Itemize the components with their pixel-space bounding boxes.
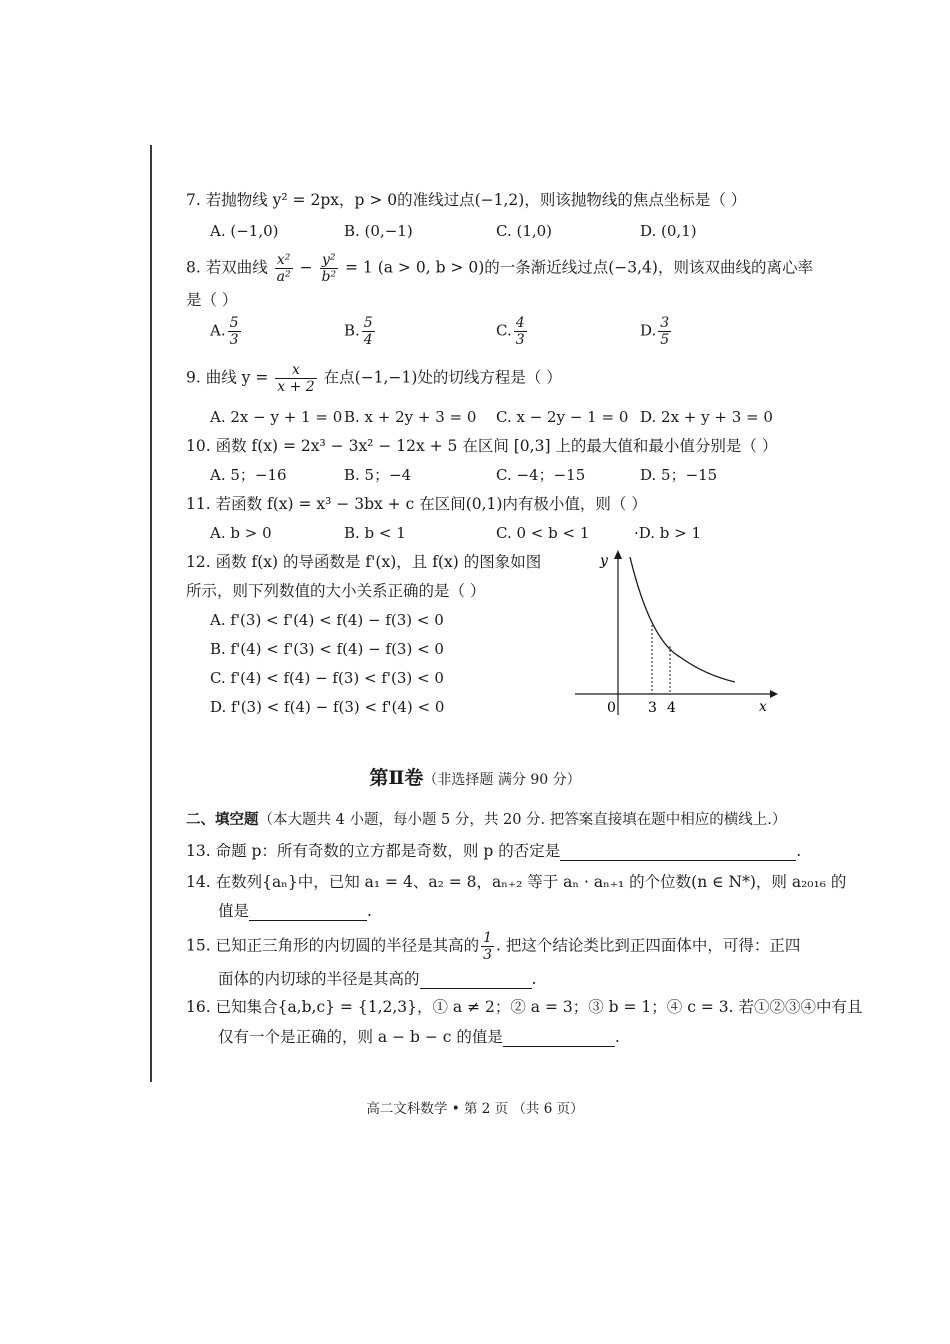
q14-answer-blank <box>249 904 367 921</box>
graph-origin-label: 0 <box>607 700 616 716</box>
q8-fraction-x <box>275 252 293 285</box>
q8-opt-d-num: 3 <box>660 315 670 331</box>
question-14-line2 <box>218 901 372 921</box>
q13-text: 13. 命题 p：所有奇数的立方都是奇数，则 p 的否定是 <box>186 842 561 860</box>
question-11-stem: 11. 若函数 f(x) = x³ − 3bx + c 在区间(0,1)内有极小值，则（ ） <box>186 495 647 513</box>
part-2-title-main: 第Ⅱ卷 <box>369 767 424 789</box>
section-2-heading <box>186 808 786 829</box>
question-10-stem: 10. 函数 f(x) = 2x³ − 3x² − 12x + 5 在区间 [0,3] 上的最大值和最小值分别是（ ） <box>186 437 778 455</box>
q16-end: . <box>614 1028 620 1046</box>
q15-fraction <box>481 930 494 963</box>
question-8-line2: 是（ ） <box>186 291 238 309</box>
part-2-subtitle: （非选择题 满分 90 分） <box>423 772 581 788</box>
question-15-line2 <box>218 969 536 989</box>
question-16-line2 <box>218 1027 620 1047</box>
q8-minus: − <box>299 258 313 277</box>
q8-fraction-y <box>320 252 339 285</box>
q7-option-b: B. (0,−1) <box>344 222 413 240</box>
q8-prefix: 8. 若双曲线 <box>186 258 268 277</box>
q8-opt-b-den: 4 <box>363 332 373 348</box>
q11-option-d: ·D. b > 1 <box>634 524 702 542</box>
q7-option-a: A. (−1,0) <box>210 222 279 240</box>
question-14-line1: 14. 在数列{aₙ}中，已知 a₁ = 4、a₂ = 8，aₙ₊₂ 等于 aₙ · aₙ₊₁ 的个位数(n ∈ N*)，则 a₂₀₁₆ 的 <box>186 873 847 891</box>
section-2-note: （本大题共 4 小题，每小题 5 分，共 20 分. 把答案直接填在题中相应的横线上.） <box>258 812 787 828</box>
q8-opt-c-den: 3 <box>515 332 525 348</box>
q8-opt-a-den: 3 <box>229 332 239 348</box>
graph-y-label: y <box>600 553 608 569</box>
question-13 <box>186 841 801 861</box>
q8-opt-b-label: B. <box>344 321 360 340</box>
q9-frac-num: x <box>275 362 316 379</box>
question-8-stem <box>186 252 813 285</box>
q8-opt-c-num: 4 <box>515 315 525 331</box>
q9-fraction <box>275 362 316 395</box>
q8-suffix: = 1 (a > 0, b > 0)的一条渐近线过点(−3,4)，则该双曲线的离心率 <box>345 258 813 277</box>
q11-option-b: B. b < 1 <box>344 524 406 542</box>
q8-opt-a-label: A. <box>210 321 226 340</box>
q15-end: . <box>531 970 537 988</box>
q8-option-d <box>640 315 673 348</box>
q8-opt-d-den: 5 <box>660 332 670 348</box>
q15-frac-den: 3 <box>483 947 493 963</box>
q8-frac2-den: b² <box>321 269 337 285</box>
question-12-line2: 所示，则下列数值的大小关系正确的是（ ） <box>186 582 486 600</box>
q9-suffix: 在点(−1,−1)处的切线方程是（ ） <box>323 368 562 387</box>
question-7-stem: 7. 若抛物线 y² = 2px，p > 0的准线过点(−1,2)，则该抛物线的焦点坐标是（ ） <box>186 191 747 209</box>
question-15-line1 <box>186 930 800 963</box>
q8-frac1-den: a² <box>276 269 291 285</box>
q14-end: . <box>367 902 372 920</box>
q16-line2-text: 仅有一个是正确的，则 a − b − c 的值是 <box>218 1028 503 1046</box>
q12-option-d: D. f'(3) < f(4) − f(3) < f'(4) < 0 <box>210 698 445 716</box>
q9-frac-den: x + 2 <box>277 379 315 395</box>
q8-frac1-num: x² <box>275 252 293 269</box>
q7-option-c: C. (1,0) <box>496 222 553 240</box>
q8-opt-d-label: D. <box>640 321 657 340</box>
q9-prefix: 9. 曲线 y = <box>186 368 269 387</box>
q8-opt-b-num: 5 <box>363 315 373 331</box>
graph-tick-3: 3 <box>648 700 657 716</box>
q10-option-c: C. −4；−15 <box>496 466 586 484</box>
q8-opt-c-label: C. <box>496 321 512 340</box>
page-footer: 高二文科数学 • 第 2 页 （共 6 页） <box>366 1101 584 1117</box>
q16-answer-blank <box>503 1030 615 1047</box>
decreasing-curve <box>630 557 735 682</box>
q12-option-b: B. f'(4) < f'(3) < f(4) − f(3) < 0 <box>210 640 444 658</box>
q8-option-a <box>210 315 243 348</box>
q10-option-a: A. 5；−16 <box>210 466 287 484</box>
q10-option-b: B. 5；−4 <box>344 466 412 484</box>
q15-suffix: . 把这个结论类比到正四面体中，可得：正四 <box>496 936 801 955</box>
q7-option-d: D. (0,1) <box>640 222 697 240</box>
q8-frac2-num: y² <box>320 252 339 269</box>
q8-option-b <box>344 315 377 348</box>
q15-prefix: 15. 已知正三角形的内切圆的半径是其高的 <box>186 936 480 955</box>
q13-answer-blank <box>560 844 796 861</box>
graph-x-label: x <box>759 699 767 715</box>
q12-option-c: C. f'(4) < f(4) − f(3) < f'(3) < 0 <box>210 669 444 687</box>
q10-option-d: D. 5；−15 <box>640 466 718 484</box>
q11-option-a: A. b > 0 <box>210 524 272 542</box>
q15-frac-num: 1 <box>483 930 493 946</box>
q11-option-c: C. 0 < b < 1 <box>496 524 590 542</box>
q15-answer-blank <box>420 972 532 989</box>
q9-option-a: A. 2x − y + 1 = 0 <box>210 408 343 426</box>
q8-option-c <box>496 315 529 348</box>
q9-option-c: C. x − 2y − 1 = 0 <box>496 408 629 426</box>
q12-option-a: A. f'(3) < f'(4) < f(4) − f(3) < 0 <box>210 611 444 629</box>
binding-margin-line <box>150 145 152 1082</box>
q9-option-d: D. 2x + y + 3 = 0 <box>640 408 773 426</box>
q14-line2-text: 值是 <box>218 902 250 920</box>
q13-end: . <box>796 842 802 860</box>
y-axis-arrow-icon <box>614 550 622 559</box>
q12-function-graph <box>570 545 780 720</box>
question-9-stem <box>186 362 562 395</box>
x-axis-arrow-icon <box>770 690 778 698</box>
part-2-title <box>0 763 950 790</box>
question-12-line1: 12. 函数 f(x) 的导函数是 f'(x)，且 f(x) 的图象如图 <box>186 553 542 571</box>
q9-option-b: B. x + 2y + 3 = 0 <box>344 408 477 426</box>
section-2-title: 二、填空题 <box>186 811 259 828</box>
question-16-line1: 16. 已知集合{a,b,c} = {1,2,3}，① a ≠ 2；② a = 3；③ b = 1；④ c = 3. 若①②③④中有且 <box>186 998 863 1016</box>
q15-line2-text: 面体的内切球的半径是其高的 <box>218 970 420 988</box>
graph-tick-4: 4 <box>667 700 676 716</box>
q8-opt-a-num: 5 <box>229 315 239 331</box>
